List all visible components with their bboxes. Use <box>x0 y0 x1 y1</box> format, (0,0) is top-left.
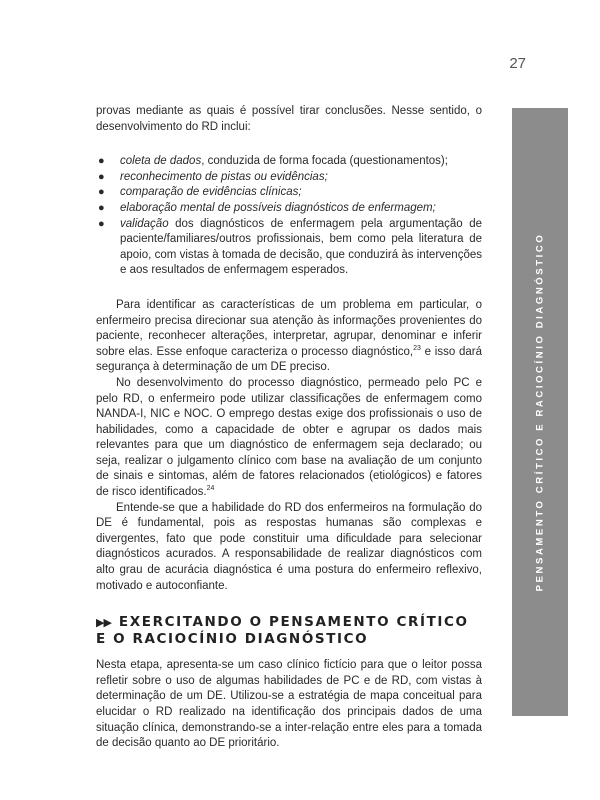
list-item-emphasis: validação <box>120 217 169 230</box>
bullet-icon: ● <box>98 217 105 230</box>
paragraph-text: No desenvolvimento do processo diagnóstico, permeado pelo PC e pelo RD, o enfermeiro pode utilizar classificações de enfermagem como NANDA-I, NIC e NOC. O emprego destas exige dos profissionais o uso de habilidades, como a capacidade de obter e agrupar os dados mais relevantes para que um diagnóstico de enfermagem seja declarado; ou seja, realizar o julgamento clínico com base na avaliação de um conjunto de sinais e sintomas, além de fatores relacionados (etiológicos) e fatores de risco identificados. <box>96 376 482 499</box>
list-item-emphasis: reconhecimento de pistas ou evidências; <box>120 170 328 183</box>
list-item <box>96 170 482 186</box>
section-heading-line-2: E O RACIOCÍNIO DIAGNÓSTICO <box>96 631 369 648</box>
body-paragraph-4: Nesta etapa, apresenta-se um caso clínico fictício para que o leitor possa refletir sobre o uso de algumas habilidades de PC e de RD, com vistas à determinação de um DE. Utilizou-se a estratégia de mapa conceitual para elucidar o RD realizado na identificação dos principais dados de uma situação clínica, demonstrando-se a inter-relação entre eles para a tomada de decisão quanto ao DE prioritário. <box>96 659 482 750</box>
chapter-side-tab-title: PENSAMENTO CRÍTICO E RACIOCÍNIO DIAGNÓSTICO <box>534 232 546 592</box>
rd-development-list <box>96 154 482 279</box>
reference-superscript: 23 <box>413 344 421 352</box>
list-item <box>96 201 482 217</box>
bullet-icon: ● <box>98 186 105 199</box>
bullet-icon: ● <box>98 155 105 168</box>
list-item <box>96 217 482 279</box>
page-body <box>96 104 482 752</box>
list-item-emphasis: comparação de evidências clínicas; <box>120 186 302 199</box>
list-item-text: dos diagnósticos de enfermagem pela argumentação de paciente/familiares/outros profissionais, bem como pela literatura de apoio, com vistas à tomada de decisão, que conduzirá às intervenções e aos resultados de enfermagem esperados. <box>120 217 482 277</box>
body-paragraph-2 <box>96 376 482 501</box>
body-paragraph-1 <box>96 298 482 376</box>
reference-superscript: 24 <box>206 485 215 493</box>
list-item-emphasis: elaboração mental de possíveis diagnósticos de enfermagem; <box>120 201 436 214</box>
chapter-side-tab <box>512 108 568 716</box>
list-item-emphasis: coleta de dados <box>120 155 202 168</box>
list-item <box>96 154 482 170</box>
body-paragraph-3: Entende-se que a habilidade do RD dos enfermeiros na formulação do DE é fundamental, pois as respostas humanas são complexas e divergentes, fato que pode constituir uma dificuldade para selecionar diagnósticos acurados. A responsabilidade de realizar diagnósticos com alto grau de acurácia diagnóstica é uma postura do enfermeiro reflexivo, motivado e autoconfiante. <box>96 501 482 592</box>
list-item-text: , conduzida de forma focada (questionamentos); <box>201 155 448 168</box>
section-heading-line-1: EXERCITANDO O PENSAMENTO CRÍTICO <box>118 614 469 631</box>
list-item <box>96 185 482 201</box>
paragraph-text: Para identificar as características de um problema em particular, o enfermeiro precisa direcionar sua atenção às informações provenientes do paciente, reconhecer alterações, interpretar, agrupar, denominar e inferir sobre elas. Esse enfoque caracteriza o processo diagnóstico, <box>96 298 482 358</box>
double-arrow-icon: ▶▶ <box>96 616 111 630</box>
section-heading <box>96 614 482 648</box>
bullet-icon: ● <box>98 201 105 214</box>
paragraph-text: e isso dará segurança à determinação de um DE preciso. <box>96 345 482 374</box>
bullet-icon: ● <box>98 170 105 183</box>
page-number: 27 <box>509 55 526 72</box>
intro-paragraph: provas mediante as quais é possível tirar conclusões. Nesse sentido, o desenvolvimento do RD inclui: <box>96 105 482 133</box>
